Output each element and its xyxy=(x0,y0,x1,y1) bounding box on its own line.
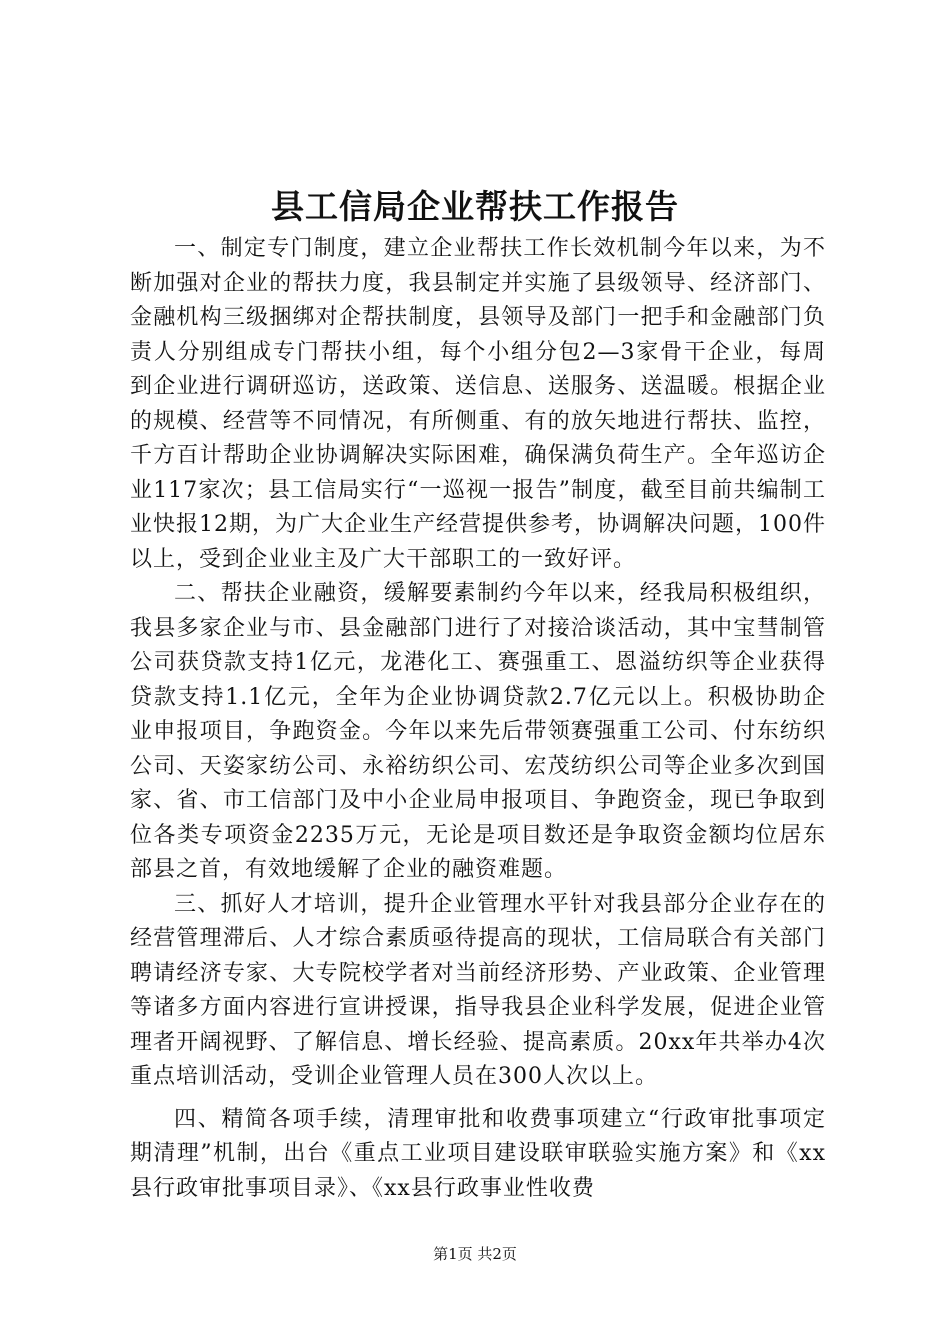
document-title: 县工信局企业帮扶工作报告 xyxy=(271,187,679,226)
document-body xyxy=(130,232,826,1206)
paragraph-2: 二、帮扶企业融资，缓解要素制约今年以来，经我局积极组织，我县多家企业与市、县金融部门进行了对接洽谈活动，其中宝彗制管公司获贷款支持1亿元，龙港化工、赛强重工、恩溢纺织等企业获得贷款支持1.1亿元，全年为企业协调贷款2.7亿元以上。积极协助企业申报项目，争跑资金。今年以来先后带领赛强重工公司、付东纺织公司、天姿家纺公司、永裕纺织公司、宏茂纺织公司等企业多次到国家、省、市工信部门及中小企业局申报项目、争跑资金，现已争取到位各类专项资金2235万元，无论是项目数还是争取资金额均位居东部县之首，有效地缓解了企业的融资难题。 xyxy=(130,581,826,882)
paragraph-1: 一、制定专门制度，建立企业帮扶工作长效机制今年以来，为不断加强对企业的帮扶力度，我县制定并实施了县级领导、经济部门、金融机构三级捆绑对企帮扶制度，县领导及部门一把手和金融部门负责人分别组成专门帮扶小组，每个小组分包2—3家骨干企业，每周到企业进行调研巡访，送政策、送信息、送服务、送温暖。根据企业的规模、经营等不同情况，有所侧重、有的放矢地进行帮扶、监控，千方百计帮助企业协调解决实际困难，确保满负荷生产。全年巡访企业117家次；县工信局实行“一巡视一报告”制度，截至目前共编制工业快报12期，为广大企业生产经营提供参考，协调解决问题，100件以上，受到企业业主及广大干部职工的一致好评。 xyxy=(130,236,826,572)
page-number-footer: 第1页 共2页 xyxy=(433,1245,517,1263)
paragraph-3: 三、抓好人才培训，提升企业管理水平针对我县部分企业存在的经营管理滞后、人才综合素质亟待提高的现状，工信局联合有关部门聘请经济专家、大专院校学者对当前经济形势、产业政策、企业管理等诸多方面内容进行宣讲授课，指导我县企业科学发展，促进企业管理者开阔视野、了解信息、增长经验、提高素质。20xx年共举办4次重点培训活动，受训企业管理人员在300人次以上。 xyxy=(130,891,826,1089)
paragraph-4: 四、精简各项手续，清理审批和收费事项建立“行政审批事项定期清理”机制，出台《重点工业项目建设联审联验实施方案》和《xx县行政审批事项目录》、《xx县行政事业性收费 xyxy=(130,1106,826,1201)
